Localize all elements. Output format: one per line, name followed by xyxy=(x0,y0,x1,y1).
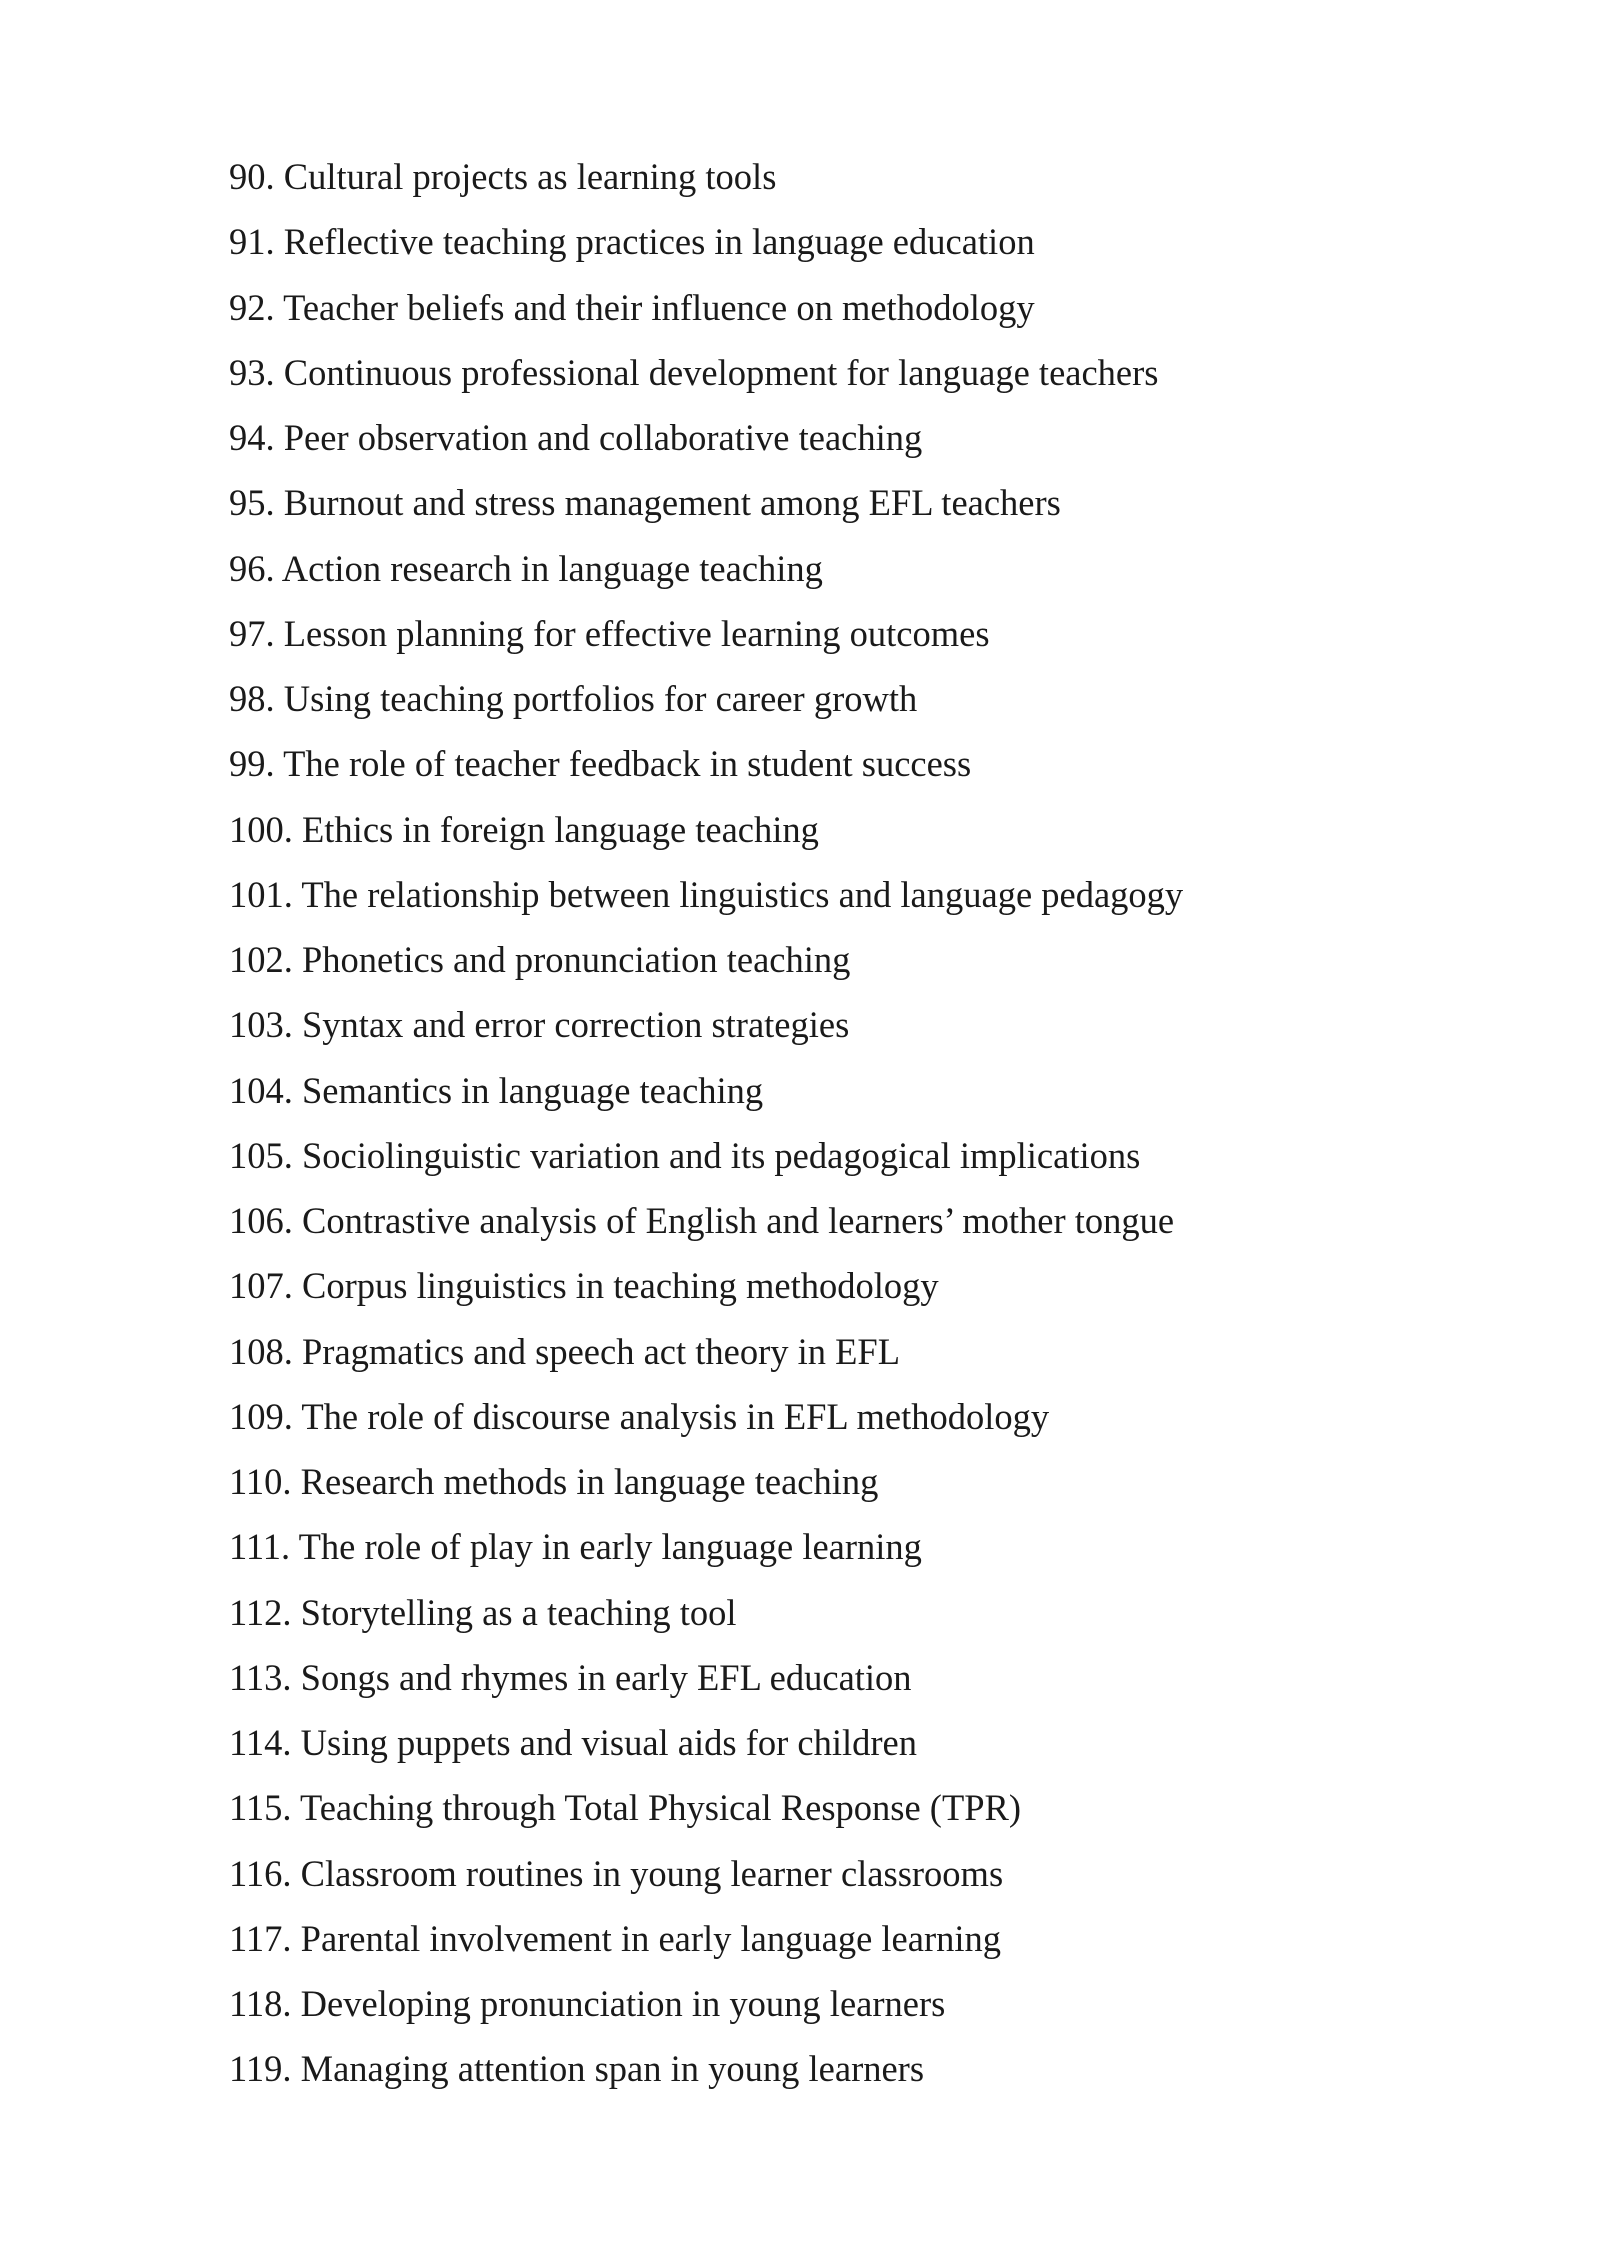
topic-item: 100. Ethics in foreign language teaching xyxy=(229,808,819,850)
topic-item: 99. The role of teacher feedback in student success xyxy=(229,743,972,785)
topic-item: 112. Storytelling as a teaching tool xyxy=(229,1591,737,1633)
topic-item: 108. Pragmatics and speech act theory in EFL xyxy=(229,1330,901,1372)
topic-item: 117. Parental involvement in early language learning xyxy=(229,1917,1001,1959)
topic-item: 110. Research methods in language teaching xyxy=(229,1461,879,1502)
topic-item: 95. Burnout and stress management among EFL teachers xyxy=(229,482,1061,524)
topic-item: 91. Reflective teaching practices in language education xyxy=(229,221,1035,263)
topic-item: 98. Using teaching portfolios for career growth xyxy=(229,678,918,719)
topic-item: 113. Songs and rhymes in early EFL education xyxy=(229,1656,912,1698)
topic-item: 93. Continuous professional development for language teachers xyxy=(229,351,1159,393)
topic-item: 119. Managing attention span in young learners xyxy=(229,2048,925,2090)
topic-item: 109. The role of discourse analysis in EFL methodology xyxy=(229,1395,1050,1437)
topic-item: 97. Lesson planning for effective learning outcomes xyxy=(229,612,990,654)
topic-item: 102. Phonetics and pronunciation teaching xyxy=(229,939,851,980)
topic-item: 111. The role of play in early language learning xyxy=(229,1526,922,1568)
topic-item: 115. Teaching through Total Physical Response (TPR) xyxy=(229,1787,1022,1829)
topic-item: 118. Developing pronunciation in young learners xyxy=(229,1983,946,2024)
topic-item: 104. Semantics in language teaching xyxy=(229,1069,764,1111)
topic-item: 116. Classroom routines in young learner classrooms xyxy=(229,1852,1004,1894)
topic-item: 92. Teacher beliefs and their influence on methodology xyxy=(229,286,1035,328)
topic-item: 105. Sociolinguistic variation and its pedagogical implications xyxy=(229,1134,1141,1176)
topic-item: 90. Cultural projects as learning tools xyxy=(229,156,777,197)
topic-item: 107. Corpus linguistics in teaching methodology xyxy=(229,1265,939,1307)
topic-item: 96. Action research in language teaching xyxy=(229,547,823,589)
topic-item: 106. Contrastive analysis of English and learners’ mother tongue xyxy=(229,1200,1175,1241)
topic-item: 114. Using puppets and visual aids for children xyxy=(229,1722,917,1763)
topic-list xyxy=(229,148,1183,2106)
topic-item: 103. Syntax and error correction strategies xyxy=(229,1004,850,1046)
topic-item: 94. Peer observation and collaborative teaching xyxy=(229,417,923,458)
topic-item: 101. The relationship between linguistics and language pedagogy xyxy=(229,873,1184,915)
